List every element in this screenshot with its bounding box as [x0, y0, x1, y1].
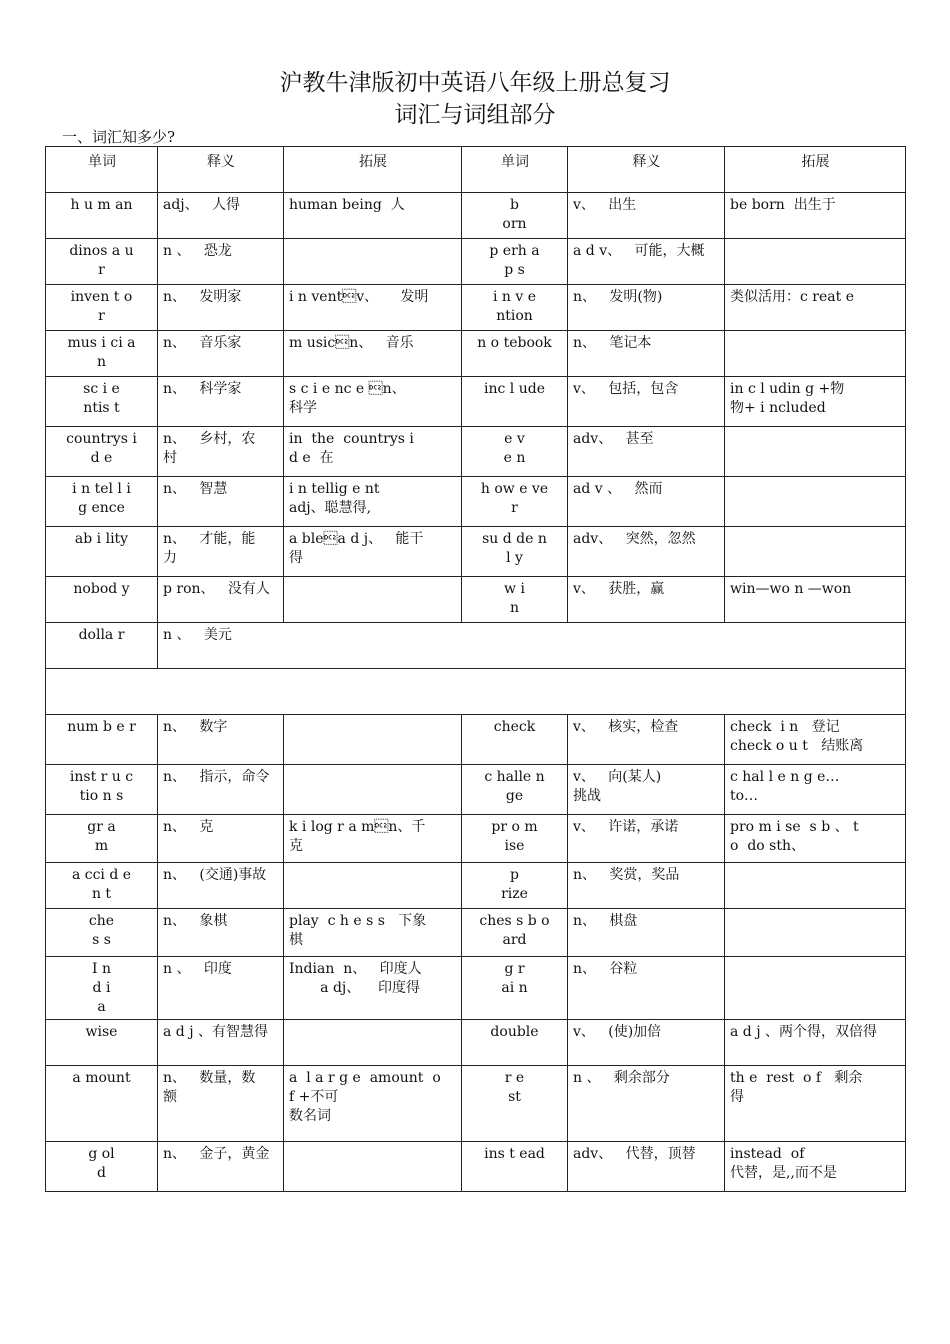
extension-cell: be born 出生于	[725, 193, 906, 239]
word-cell: ab i lity	[46, 527, 158, 577]
extension-cell: a blea d j、 能干 得	[284, 527, 462, 577]
meaning-cell: n、 数字	[158, 715, 284, 765]
extension-cell: instead of 代替，是,,而不是	[725, 1142, 906, 1192]
word-cell: su d de n l y	[462, 527, 568, 577]
word-cell: ches s b o ard	[462, 909, 568, 957]
document-subtitle: 词汇与词组部分	[394, 102, 556, 128]
table-row	[46, 1066, 906, 1142]
meaning-cell: v、 获胜，赢	[568, 577, 725, 623]
word-cell: g ol d	[46, 1142, 158, 1192]
table-row	[46, 285, 906, 331]
table-row	[46, 1020, 906, 1066]
meaning-cell: n、 音乐家	[158, 331, 284, 377]
word-cell: wise	[46, 1020, 158, 1066]
extension-cell: m usicn、 音乐	[284, 331, 462, 377]
extension-cell: c hal l e n g e… to…	[725, 765, 906, 815]
meaning-cell: adj、 人得	[158, 193, 284, 239]
meaning-cell: n、 谷粒	[568, 957, 725, 1020]
word-cell: r e st	[462, 1066, 568, 1142]
table-row	[46, 577, 906, 623]
blank-cell	[46, 669, 906, 715]
section-heading: 一、词汇知多少?	[62, 128, 176, 146]
meaning-cell: n、 乡村，农 村	[158, 427, 284, 477]
header-word-2: 单词	[462, 147, 568, 193]
word-cell: dinos a u r	[46, 239, 158, 285]
table-row	[46, 909, 906, 957]
extension-cell	[284, 715, 462, 765]
extension-cell: i n ventv、 发明	[284, 285, 462, 331]
header-meaning-1: 释义	[158, 147, 284, 193]
document-title: 沪教牛津版初中英语八年级上册总复习	[279, 70, 671, 96]
meaning-cell: n、 才能，能 力	[158, 527, 284, 577]
word-cell: I n d i a	[46, 957, 158, 1020]
extension-cell	[284, 863, 462, 909]
table-row	[46, 765, 906, 815]
meaning-cell: n、 发明(物)	[568, 285, 725, 331]
meaning-cell: n、 科学家	[158, 377, 284, 427]
meaning-cell: adv、 突然，忽然	[568, 527, 725, 577]
extension-cell	[725, 909, 906, 957]
extension-cell	[725, 527, 906, 577]
meaning-cell: n、 智慧	[158, 477, 284, 527]
extension-cell	[725, 863, 906, 909]
meaning-cell: ad v 、 然而	[568, 477, 725, 527]
table-row	[46, 239, 906, 285]
word-cell: inc l ude	[462, 377, 568, 427]
meaning-cell: v、 向(某人) 挑战	[568, 765, 725, 815]
extension-cell: check i n 登记 check o u t 结账离	[725, 715, 906, 765]
extension-cell: play c h e s s 下象 棋	[284, 909, 462, 957]
word-cell: a mount	[46, 1066, 158, 1142]
meaning-cell: n、 数量，数 额	[158, 1066, 284, 1142]
extension-cell	[725, 239, 906, 285]
word-cell: e v e n	[462, 427, 568, 477]
word-cell: che s s	[46, 909, 158, 957]
meaning-cell: n、 发明家	[158, 285, 284, 331]
meaning-cell: v、 许诺，承诺	[568, 815, 725, 863]
word-cell: nobod y	[46, 577, 158, 623]
extension-cell: th e rest o f 剩余 得	[725, 1066, 906, 1142]
extension-cell	[284, 577, 462, 623]
header-extension-1: 拓展	[284, 147, 462, 193]
table-header-row	[46, 147, 906, 193]
meaning-cell: a d j 、有智慧得	[158, 1020, 284, 1066]
word-cell: i n tel l i g ence	[46, 477, 158, 527]
word-cell: i n v e ntion	[462, 285, 568, 331]
word-cell: b orn	[462, 193, 568, 239]
meaning-cell: n、 棋盘	[568, 909, 725, 957]
header-extension-2: 拓展	[725, 147, 906, 193]
word-cell: g r ai n	[462, 957, 568, 1020]
word-cell: pr o m ise	[462, 815, 568, 863]
extension-cell: win—wo n —won	[725, 577, 906, 623]
word-cell: inst r u c tio n s	[46, 765, 158, 815]
header-word-1: 单词	[46, 147, 158, 193]
word-cell: check	[462, 715, 568, 765]
table-row	[46, 193, 906, 239]
extension-cell: i n tellig e nt adj、聪慧得,	[284, 477, 462, 527]
table-row	[46, 623, 906, 669]
meaning-cell: p ron、 没有人	[158, 577, 284, 623]
meaning-cell: adv、 甚至	[568, 427, 725, 477]
word-cell: a cci d e n t	[46, 863, 158, 909]
word-cell: p erh a p s	[462, 239, 568, 285]
word-cell: ins t ead	[462, 1142, 568, 1192]
meaning-cell: n 、 剩余部分	[568, 1066, 725, 1142]
table-row	[46, 331, 906, 377]
meaning-cell: v、 (使)加倍	[568, 1020, 725, 1066]
meaning-cell: n、 (交通)事故	[158, 863, 284, 909]
word-cell: w i n	[462, 577, 568, 623]
meaning-cell: n、 金子，黄金	[158, 1142, 284, 1192]
meaning-cell: n、 象棋	[158, 909, 284, 957]
meaning-cell: v、 出生	[568, 193, 725, 239]
word-cell: gr a m	[46, 815, 158, 863]
meaning-cell: n 、 美元	[158, 623, 906, 669]
meaning-cell: n 、 恐龙	[158, 239, 284, 285]
table-row	[46, 1142, 906, 1192]
meaning-cell: n、 奖赏，奖品	[568, 863, 725, 909]
word-cell: h u m an	[46, 193, 158, 239]
extension-cell: pro m i se s b 、 t o do sth、	[725, 815, 906, 863]
extension-cell: a l a r g e amount o f +不可 数名词	[284, 1066, 462, 1142]
extension-cell: in the countrys i d e 在	[284, 427, 462, 477]
word-cell: n o tebook	[462, 331, 568, 377]
word-cell: mus i ci a n	[46, 331, 158, 377]
meaning-cell: n、 指示，命令	[158, 765, 284, 815]
extension-cell: in c l udin g +物 物+ i ncluded	[725, 377, 906, 427]
extension-cell: 类似活用：c reat e	[725, 285, 906, 331]
table-row	[46, 377, 906, 427]
meaning-cell: a d v、 可能，大概	[568, 239, 725, 285]
table-row	[46, 477, 906, 527]
extension-cell	[284, 765, 462, 815]
vocabulary-table	[45, 146, 906, 1192]
extension-cell	[725, 331, 906, 377]
extension-cell	[284, 239, 462, 285]
word-cell: sc i e ntis t	[46, 377, 158, 427]
extension-cell: human being 人	[284, 193, 462, 239]
word-cell: countrys i d e	[46, 427, 158, 477]
header-meaning-2: 释义	[568, 147, 725, 193]
extension-cell	[284, 1020, 462, 1066]
extension-cell	[725, 957, 906, 1020]
table-row	[46, 669, 906, 715]
extension-cell	[284, 1142, 462, 1192]
extension-cell: s c i e nc e n、 科学	[284, 377, 462, 427]
extension-cell	[725, 477, 906, 527]
extension-cell: a d j 、两个得，双倍得	[725, 1020, 906, 1066]
extension-cell	[725, 427, 906, 477]
meaning-cell: adv、 代替，顶替	[568, 1142, 725, 1192]
table-row	[46, 863, 906, 909]
table-row	[46, 957, 906, 1020]
extension-cell: k i log r a mn、千 克	[284, 815, 462, 863]
word-cell: h ow e ve r	[462, 477, 568, 527]
word-cell: c halle n ge	[462, 765, 568, 815]
table-row	[46, 815, 906, 863]
table-row	[46, 715, 906, 765]
meaning-cell: v、 核实，检查	[568, 715, 725, 765]
word-cell: p rize	[462, 863, 568, 909]
word-cell: double	[462, 1020, 568, 1066]
meaning-cell: n 、 印度	[158, 957, 284, 1020]
word-cell: num b e r	[46, 715, 158, 765]
extension-cell: Indian n、 印度人 a dj、 印度得	[284, 957, 462, 1020]
word-cell: inven t o r	[46, 285, 158, 331]
meaning-cell: n、 笔记本	[568, 331, 725, 377]
meaning-cell: n、 克	[158, 815, 284, 863]
table-row	[46, 527, 906, 577]
meaning-cell: v、 包括，包含	[568, 377, 725, 427]
table-row	[46, 427, 906, 477]
word-cell: dolla r	[46, 623, 158, 669]
